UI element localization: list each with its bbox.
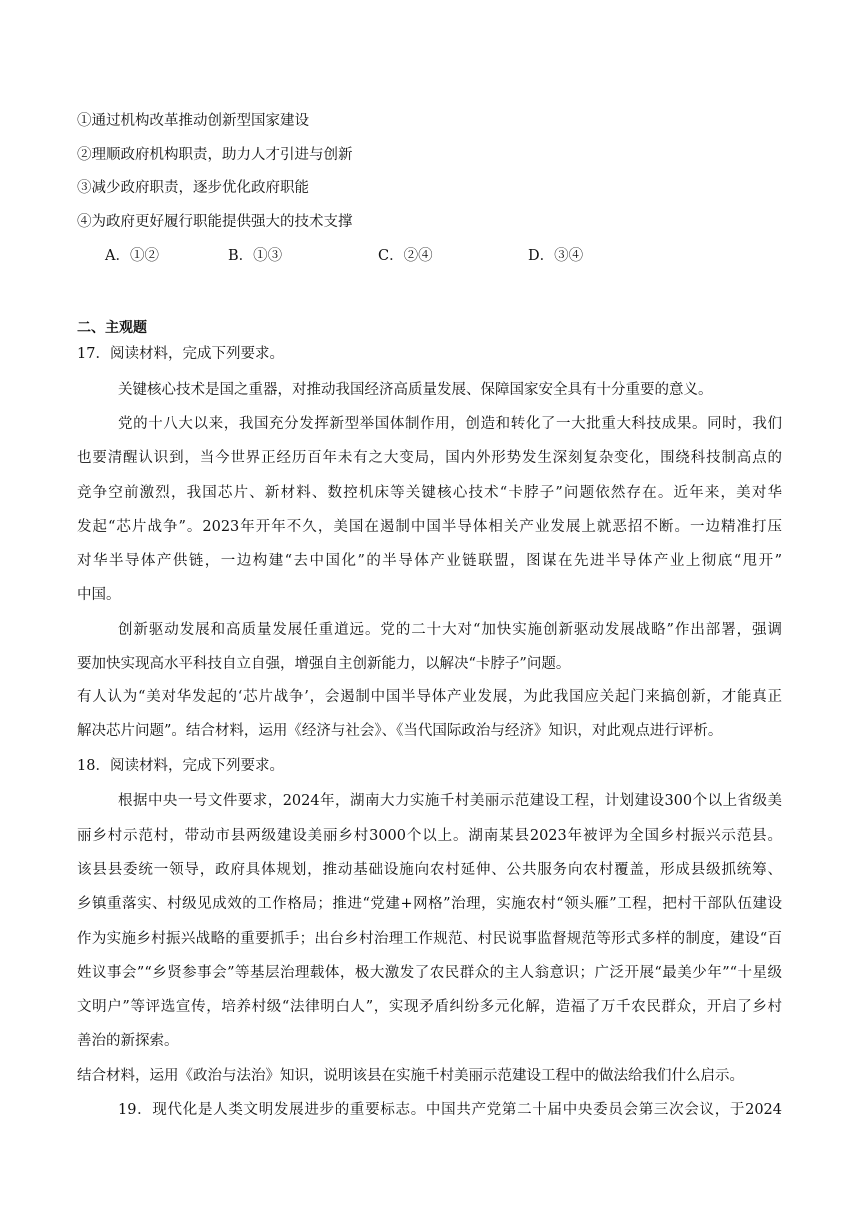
q18-p1-line: 善治的新探索。: [77, 1033, 179, 1049]
q16-option-d: D．③④: [528, 248, 584, 264]
q17-title: 17．阅读材料，完成下列要求。: [77, 346, 284, 362]
q17-p2-line: 中国。: [77, 587, 121, 603]
q19-first-line: 19．现代化是人类文明发展进步的重要标志。中国共产党第二十届中央委员会第三次会议，于2024: [118, 1102, 782, 1118]
q17-task-line: 解决芯片问题”。结合材料，运用《经济与社会》、《当代国际政治与经济》知识，对此观点进行评析。: [77, 723, 723, 739]
q18-p1-line: 文明户”等评选宣传，培养村级“法律明白人”，实现矛盾纠纷多元化解，造福了万千农民群众，开启了乡村: [77, 999, 782, 1015]
q18-p1-line: 根据中央一号文件要求，2024年，湖南大力实施千村美丽示范建设工程，计划建设300个以上省级美: [118, 793, 782, 809]
q16-option-c: C．②④: [378, 248, 433, 264]
q18-p1-line: 丽乡村示范村，带动市县两级建设美丽乡村3000个以上。湖南某县2023年被评为全国乡村振兴示范县。: [77, 828, 782, 844]
q16-statement-1: ①通过机构改革推动创新型国家建设: [77, 113, 309, 129]
q17-p2-line: 党的十八大以来，我国充分发挥新型举国体制作用，创造和转化了一大批重大科技成果。同时，我们: [118, 416, 782, 432]
q16-statement-4: ④为政府更好履行职能提供强大的技术支撑: [77, 214, 353, 230]
q18-p1-line: 作为实施乡村振兴战略的重要抓手；出台乡村治理工作规范、村民说事监督规范等形式多样的制度，建设“百: [77, 931, 782, 947]
q17-p3-line: 创新驱动发展和高质量发展任重道远。党的二十大对“加快实施创新驱动发展战略”作出部署，强调: [118, 622, 782, 638]
q17-p2-line: 竞争空前激烈，我国芯片、新材料、数控机床等关键核心技术“卡脖子”问题依然存在。近年来，美对华: [77, 485, 782, 501]
q17-p3-line: 要加快实现高水平科技自立自强，增强自主创新能力，以解决“卡脖子”问题。: [77, 656, 571, 672]
q18-p1-line: 该县县委统一领导，政府具体规划，推动基础设施向农村延伸、公共服务向农村覆盖，形成县级抓统筹、: [77, 862, 782, 878]
q18-p1-line: 姓议事会”“乡贤参事会”等基层治理载体，极大激发了农民群众的主人翁意识；广泛开展“最美少年”“十星级: [77, 965, 782, 981]
q16-statement-3: ③减少政府职责，逐步优化政府职能: [77, 180, 309, 196]
q16-option-a: A．①②: [105, 248, 159, 264]
q16-option-b: B．①③: [228, 248, 283, 264]
q18-p1-line: 乡镇重落实、村级见成效的工作格局；推进“党建+网格”治理，实施农村“领头雁”工程，把村干部队伍建设: [77, 896, 782, 912]
section-heading: 二、主观题: [77, 320, 147, 336]
q18-task: 结合材料，运用《政治与法治》知识，说明该县在实施千村美丽示范建设工程中的做法给我们什么启示。: [77, 1068, 744, 1084]
q17-paragraph-1: 关键核心技术是国之重器，对推动我国经济高质量发展、保障国家安全具有十分重要的意义。: [118, 382, 713, 398]
q17-p2-line: 也要清醒认识到，当今世界正经历百年未有之大变局，国内外形势发生深刻复杂变化，围绕科技制高点的: [77, 450, 782, 466]
q17-task-line: 有人认为“美对华发起的‘芯片战争’，会遏制中国半导体产业发展，为此我国应关起门来搞创新，才能真正: [77, 689, 782, 705]
q16-statement-2: ②理顺政府机构职责，助力人才引进与创新: [77, 147, 353, 163]
q18-title: 18．阅读材料，完成下列要求。: [77, 758, 284, 774]
q17-p2-line: 对华半导体产供链，一边构建“去中国化”的半导体产业链联盟，图谋在先进半导体产业上彻底“甩开”: [77, 553, 782, 569]
q17-p2-line: 发起“芯片战争”。2023年开年不久，美国在遏制中国半导体相关产业发展上就恶招不断。一边精准打压: [77, 519, 782, 535]
